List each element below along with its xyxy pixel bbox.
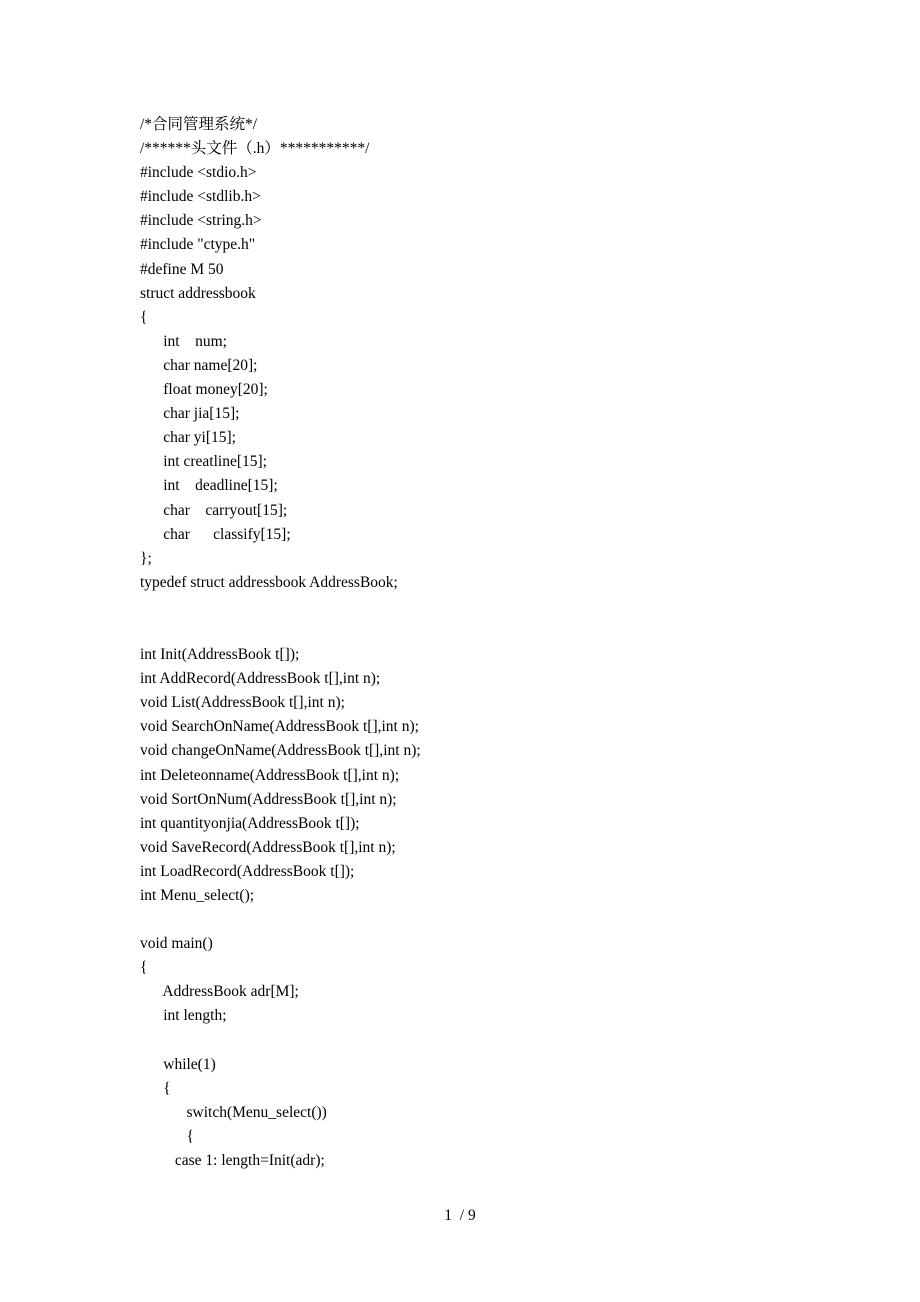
code-line: int length; bbox=[140, 1007, 227, 1025]
code-line: /******头文件（.h）***********/ bbox=[140, 140, 370, 158]
code-line: #include <stdlib.h> bbox=[140, 188, 261, 206]
page-number: 1 / 9 bbox=[444, 1207, 476, 1224]
code-line: typedef struct addressbook AddressBook; bbox=[140, 573, 398, 591]
code-line: void changeOnName(AddressBook t[],int n); bbox=[140, 742, 421, 760]
code-line: /*合同管理系统*/ bbox=[140, 116, 258, 133]
code-line: int AddRecord(AddressBook t[],int n); bbox=[140, 670, 381, 688]
code-line: char jia[15]; bbox=[140, 405, 240, 423]
code-line: int num; bbox=[140, 332, 227, 350]
code-listing bbox=[140, 113, 840, 1173]
blank-line bbox=[140, 908, 840, 932]
code-line: int Deleteonname(AddressBook t[],int n); bbox=[140, 766, 400, 784]
code-line: int creatline[15]; bbox=[140, 453, 267, 471]
code-line: int Init(AddressBook t[]); bbox=[140, 646, 300, 664]
code-line: char classify[15]; bbox=[140, 525, 291, 543]
code-line: #define M 50 bbox=[140, 260, 224, 278]
code-line: while(1) bbox=[140, 1055, 216, 1073]
code-line: int LoadRecord(AddressBook t[]); bbox=[140, 862, 355, 880]
code-line: { bbox=[140, 1127, 194, 1145]
code-line: char name[20]; bbox=[140, 356, 258, 374]
code-line: { bbox=[140, 1079, 171, 1097]
blank-line bbox=[140, 619, 840, 643]
code-line: struct addressbook bbox=[140, 284, 256, 302]
code-line: switch(Menu_select()) bbox=[140, 1103, 327, 1121]
code-line: #include <stdio.h> bbox=[140, 164, 257, 182]
code-line: { bbox=[140, 959, 148, 977]
blank-line bbox=[140, 595, 840, 619]
code-line: int Menu_select(); bbox=[140, 887, 255, 904]
blank-line bbox=[140, 1029, 840, 1053]
code-line: int deadline[15]; bbox=[140, 477, 278, 495]
code-line: void SaveRecord(AddressBook t[],int n); bbox=[140, 838, 396, 856]
code-line: void main() bbox=[140, 935, 213, 953]
code-line: void SearchOnName(AddressBook t[],int n); bbox=[140, 718, 419, 736]
code-line: { bbox=[140, 308, 148, 326]
code-line: void List(AddressBook t[],int n); bbox=[140, 694, 345, 712]
code-line: #include <string.h> bbox=[140, 212, 262, 230]
code-line: }; bbox=[140, 549, 152, 567]
code-line: case 1: length=Init(adr); bbox=[140, 1152, 325, 1170]
code-line: char yi[15]; bbox=[140, 429, 236, 447]
code-line: AddressBook adr[M]; bbox=[140, 983, 299, 1001]
code-line: void SortOnNum(AddressBook t[],int n); bbox=[140, 790, 397, 808]
code-line: #include "ctype.h" bbox=[140, 236, 256, 254]
code-line: float money[20]; bbox=[140, 381, 268, 399]
code-line: int quantityonjia(AddressBook t[]); bbox=[140, 814, 360, 832]
code-line: char carryout[15]; bbox=[140, 501, 288, 519]
